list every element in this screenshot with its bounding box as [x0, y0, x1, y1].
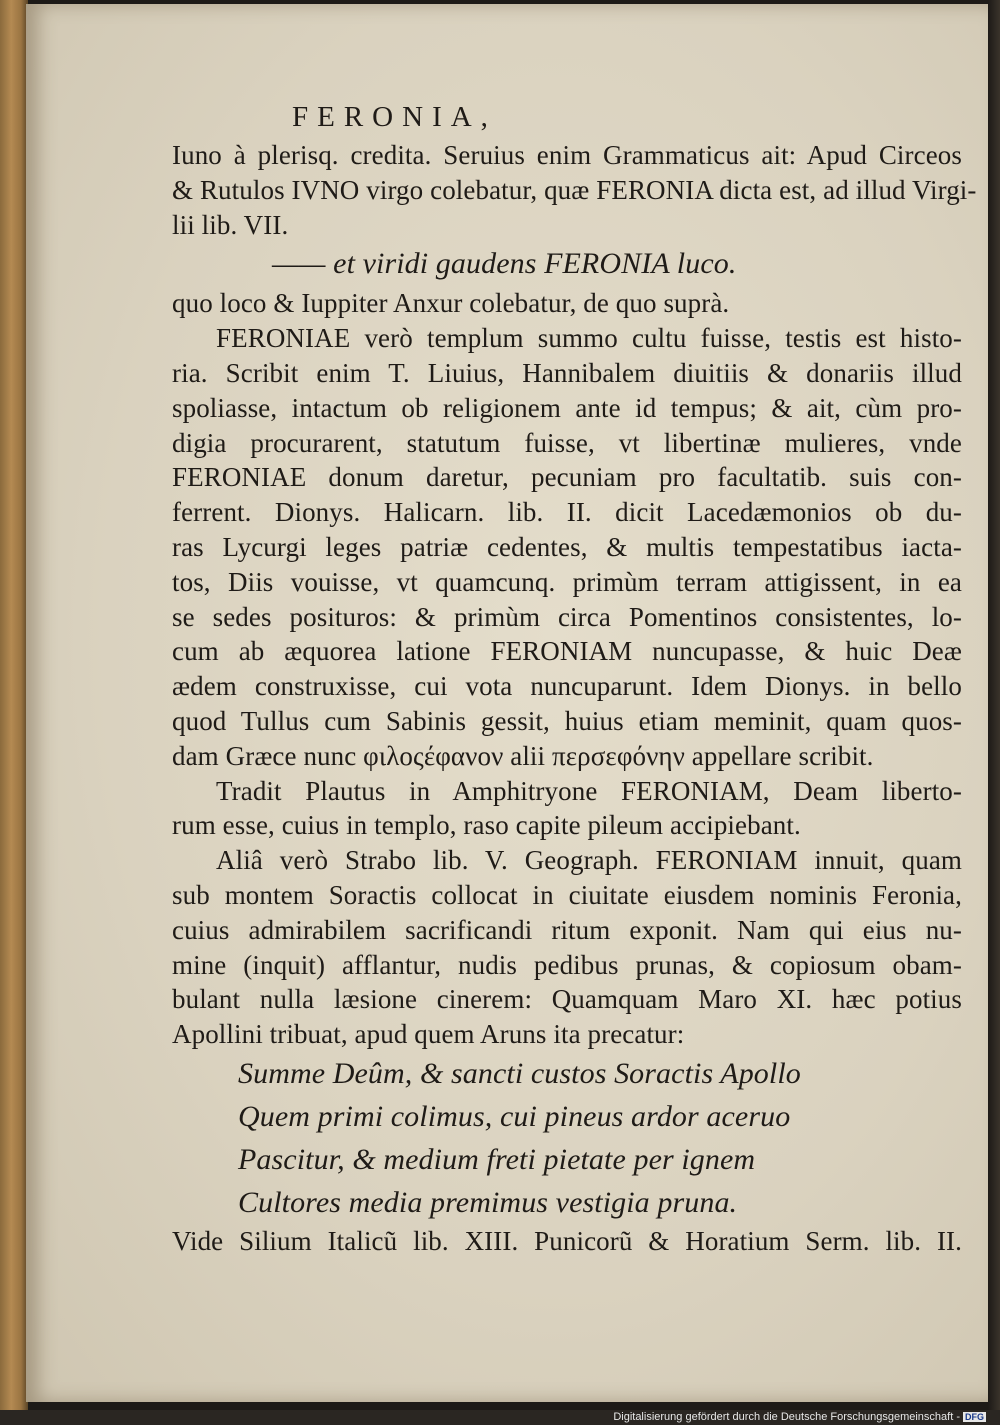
- running-header: FERONIA,: [292, 101, 497, 133]
- page-edge: [988, 0, 1000, 1410]
- text-line: ras Lycurgi leges patriæ cedentes, & multis tempestatibus iacta-: [172, 531, 962, 562]
- verse-line: Pascitur, & medium freti pietate per ignem: [238, 1142, 756, 1176]
- verse-line: Summe Deûm, & sancti custos Soractis Apollo: [238, 1056, 801, 1090]
- text-line: cum ab æquorea latione FERONIAM nuncupasse, & huic Deæ: [172, 636, 962, 667]
- paragraph-start: Tradit Plautus in Amphitryone FERONIAM, Deam liberto-: [216, 775, 962, 806]
- page-text: [172, 96, 977, 1259]
- text-line: mine (inquit) afflantur, nudis pedibus prunas, & copiosum obam-: [172, 949, 962, 980]
- digitization-credit: [613, 1411, 986, 1423]
- text-line: rum esse, cuius in templo, raso capite pileum accipiebant.: [172, 810, 801, 841]
- text-line: bulant nulla læsione cinerem: Quamquam Maro XI. hæc potius: [172, 984, 962, 1015]
- text-line: se sedes posituros: & primùm circa Pomentinos consistentes, lo-: [172, 601, 962, 632]
- text-line: digia procurarent, statutum fuisse, vt libertinæ mulieres, vnde: [172, 427, 962, 458]
- text-line: ria. Scribit enim T. Liuius, Hannibalem diuitiis & donariis illud: [172, 357, 962, 388]
- text-line: quod Tullus cum Sabinis gessit, huius etiam meminit, quam quos-: [172, 705, 962, 736]
- text-line: tos, Diis vouisse, vt quamcunq. primùm terram attigissent, in ea: [172, 566, 962, 597]
- text-line: dam Græce nunc φιλοςέφανον alii περσεφόνην appellare scribit.: [172, 740, 874, 771]
- paragraph-start: FERONIAE verò templum summo cultu fuisse, testis est histo-: [216, 323, 962, 354]
- text-line: & Rutulos IVNO virgo colebatur, quæ FERONIA dicta est, ad illud Virgi-: [172, 174, 977, 205]
- text-line: quo loco & Iuppiter Anxur colebatur, de quo suprà.: [172, 288, 730, 319]
- verse-quotation: —— et viridi gaudens FERONIA luco.: [272, 247, 737, 281]
- text-line: Iuno à plerisq. credita. Seruius enim Grammaticus ait: Apud Circeos: [172, 140, 962, 170]
- paragraph-start: Aliâ verò Strabo lib. V. Geograph. FERONIAM innuit, quam: [216, 845, 962, 876]
- text-line: lii lib. VII.: [172, 209, 289, 240]
- text-line: ædem construxisse, cui vota nuncuparunt. Idem Dionys. in bello: [172, 671, 962, 702]
- text-line: Apollini tribuat, apud quem Aruns ita precatur:: [172, 1019, 685, 1050]
- text-line: sub montem Soractis collocat in ciuitate eiusdem nominis Feronia,: [172, 879, 962, 910]
- verse-line: Quem primi colimus, cui pineus ardor aceruo: [238, 1099, 791, 1133]
- book-spine: [0, 0, 28, 1410]
- text-line: spoliasse, intactum ob religionem ante id tempus; & ait, cùm pro-: [172, 392, 962, 423]
- text-line: cuius admirabilem sacrificandi ritum exponit. Nam qui eius nu-: [172, 914, 962, 945]
- text-line: FERONIAE donum daretur, pecuniam pro facultatib. suis con-: [172, 462, 962, 493]
- dfg-logo-icon: DFG: [965, 1412, 984, 1422]
- credit-text: Digitalisierung gefördert durch die Deutsche Forschungsgemeinschaft -: [613, 1411, 960, 1423]
- verse-line: Cultores media premimus vestigia pruna.: [238, 1185, 738, 1219]
- text-line: ferrent. Dionys. Halicarn. lib. II. dicit Lacedæmonios ob du-: [172, 497, 962, 528]
- text-line: Vide Silium Italicũ lib. XIII. Punicorũ & Horatium Serm. lib. II.: [172, 1225, 962, 1256]
